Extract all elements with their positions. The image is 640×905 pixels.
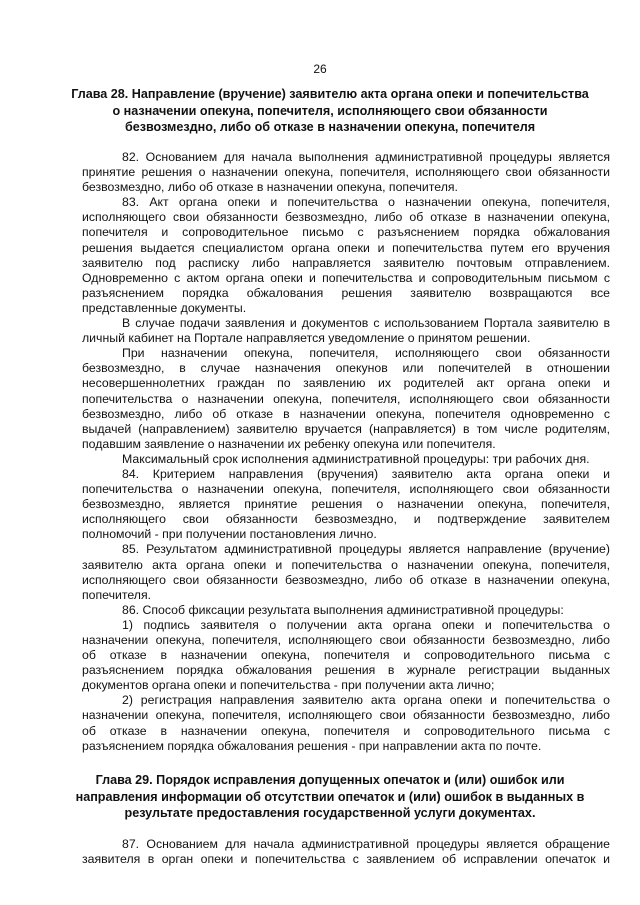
text-line: 82. Основанием для начала выполнения административной процедуры является	[122, 150, 610, 164]
chapter-29-heading-line: Глава 29. Порядок исправления допущенных опечаток и (или) ошибок или	[95, 773, 565, 787]
text-line: исполняющего свои обязанности безвозмездно, и подтверждение заявителем	[82, 512, 610, 527]
text-line: личный кабинет на Портале направляется уведомление о принятом решении.	[82, 331, 531, 346]
chapter-29-body	[82, 837, 610, 867]
text-line: подавшим заявление о назначении их ребенку опекуна или попечителя.	[82, 436, 496, 451]
chapter-28-heading-line: безвозмездно, либо об отказе в назначении опекуна, попечителя	[124, 120, 536, 134]
text-line: В случае подачи заявления и документов с использованием Портала заявителю в	[122, 316, 610, 331]
page-number: 26	[313, 62, 327, 76]
chapter-28-heading-line: Глава 28. Направление (вручение) заявителю акта органа опеки и попечительства	[71, 87, 589, 101]
text-line: попечительства о назначении опекуна, попечителя, исполняющего свои обязанности	[82, 482, 610, 497]
text-line: безвозмездно, либо об отказе в назначении опекуна, попечителя.	[82, 180, 458, 195]
text-line: об отказе в назначении опекуна, попечителя и сопроводительного письма с	[82, 648, 610, 663]
text-line: 85. Результатом административной процедуры является направление (вручение)	[122, 542, 610, 557]
chapter-28-body	[82, 150, 610, 754]
text-line: 2) регистрация направления заявителю акта органа опеки и попечительства о	[122, 693, 610, 708]
chapter-29-heading	[70, 772, 590, 822]
text-line: безвозмездно, является принятие решения о назначении опекуна, попечителя,	[82, 497, 610, 512]
text-line: попечителя.	[82, 587, 152, 602]
chapter-28-heading-line: о назначении опекуна, попечителя, исполняющего свои обязанности	[112, 103, 548, 118]
text-line: назначении опекуна, попечителя, исполняющего свои обязанности безвозмездно, либо	[82, 633, 610, 647]
text-line: заявителю акта органа опеки и попечительства о назначении опекуна, попечителя,	[82, 557, 610, 572]
text-line: назначении опекуна, попечителя, исполняющего свои обязанности безвозмездно, либо	[82, 708, 610, 723]
text-line: документов органа опеки и попечительства - при получении акта лично;	[82, 678, 495, 693]
text-line: заявителю под расписку либо направляется заявителю почтовым отправлением.	[82, 255, 610, 270]
text-line: безвозмездно, в случае назначения опекунов или попечителей в отношении	[82, 361, 610, 376]
chapter-29-heading-line: результате предоставления государственной услуги документах.	[124, 806, 536, 820]
text-line: заявителя в орган опеки и попечительства с заявлением об исправлении опечаток и	[82, 852, 610, 867]
text-line: 1) подпись заявителя о получении акта органа опеки и попечительства о	[122, 617, 610, 632]
text-line: исполняющего свои обязанности безвозмездно, либо об отказе в назначении опекуна,	[82, 572, 610, 587]
text-line: попечителя и сопроводительное письмо с разъяснением порядка обжалования	[82, 225, 610, 240]
text-line: безвозмездно, либо об отказе в назначении опекуна, попечителя одновременно с	[82, 406, 610, 421]
text-line: принятие решения о назначении опекуна, попечителя, исполняющего свои обязанности	[82, 165, 610, 180]
text-line: попечительства о назначении опекуна, попечителя, исполняющего свои обязанности	[82, 391, 610, 406]
text-line: выдачей (направлением) заявителю вручается (направляется) в том числе родителям,	[82, 421, 610, 436]
text-line: При назначении опекуна, попечителя, исполняющего свои обязанности	[122, 346, 610, 361]
text-line: Максимальный срок исполнения административной процедуры: три рабочих дня.	[122, 451, 590, 466]
text-line: об отказе в назначении опекуна, попечителя и сопроводительного письма с	[82, 723, 610, 738]
text-line: 83. Акт органа опеки и попечительства о назначении опекуна, попечителя,	[122, 195, 610, 210]
text-line: несовершеннолетних граждан по заявлению их родителей акт органа опеки и	[82, 376, 610, 391]
text-line: 87. Основанием для начала административной процедуры является обращение	[122, 837, 610, 851]
text-line: полномочий - при получении постановления лично.	[82, 527, 377, 542]
text-line: решения выдается специалистом органа опеки и попечительства путем его вручения	[82, 240, 610, 255]
text-line: разъяснением порядка обжалования решения в журнале регистрации выданных	[82, 663, 610, 678]
chapter-28-heading	[70, 86, 590, 136]
text-line: разъяснением порядка обжалования решения заявителю возвращаются все	[82, 285, 610, 300]
text-line: представленные документы.	[82, 300, 247, 315]
text-line: Одновременно с актом органа опеки и попечительства и сопроводительным письмом с	[82, 270, 610, 285]
text-line: 86. Способ фиксации результата выполнения административной процедуры:	[122, 602, 564, 617]
chapter-29-heading-line: направления информации об отсутствии опечаток и (или) ошибок в выданных в	[75, 789, 585, 804]
text-line: 84. Критерием направления (вручения) заявителю акта органа опеки и	[122, 466, 610, 481]
text-line: разъяснением порядка обжалования решения - при направлении акта по почте.	[82, 738, 542, 753]
text-line: исполняющего свои обязанности безвозмездно, либо об отказе в назначении опекуна,	[82, 210, 610, 225]
